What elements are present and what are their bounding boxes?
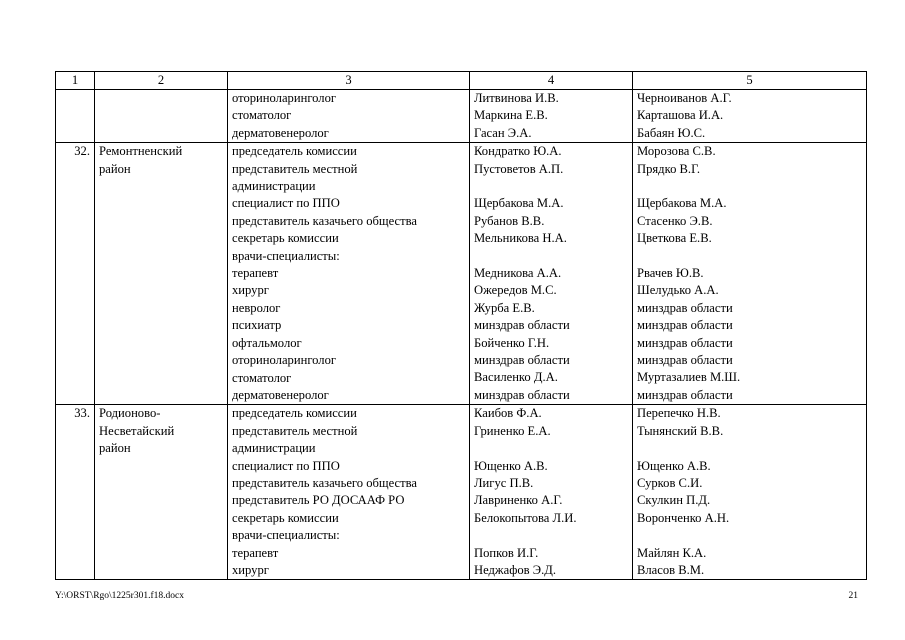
row-number: 33. [56,405,95,580]
district-cell [95,143,228,405]
role-line: дерматовенеролог [232,387,329,402]
district-line: район [99,161,131,176]
role-line: представитель казачьего общества [232,475,417,490]
member-line: Попков И.Г. [474,545,539,560]
district-line: Ремонтненский [99,144,183,159]
reserve-line: Ющенко А.В. [637,458,711,473]
reserve-line: Сурков С.И. [637,475,703,490]
role-line: представитель местной [232,423,358,438]
role-cell [228,405,470,580]
role-line: хирург [232,562,269,577]
column-header: 3 [228,72,470,90]
member-line: Бойченко Г.Н. [474,335,550,350]
reserve-line: минздрав области [637,387,733,402]
member-line: минздрав области [474,353,570,368]
reserve-line: Стасенко Э.В. [637,213,713,228]
member-line: Ющенко А.В. [474,458,548,473]
role-line: терапевт [232,266,279,281]
member-line: Неджафов Э.Д. [474,562,556,577]
member-line [474,178,628,195]
role-line: стоматолог [232,108,292,123]
role-line: невролог [232,300,281,315]
district-line: Несветайский [99,423,175,438]
role-line: представитель РО ДОСААФ РО [232,493,405,508]
role-line: терапевт [232,545,279,560]
role-line: стоматолог [232,370,292,385]
member-line [474,527,628,544]
column-header: 5 [633,72,867,90]
table-row [56,143,867,405]
member-line [474,248,628,265]
district-cell [95,405,228,580]
reserve-line: минздрав области [637,300,733,315]
reserve-line: Карташова И.А. [637,108,724,123]
row-number: 32. [56,143,95,405]
reserve-line: Бабаян Ю.С. [637,125,706,140]
role-line: администрации [232,441,316,456]
reserve-line [637,440,862,457]
role-line: представитель местной [232,161,358,176]
reserve-line: минздрав области [637,353,733,368]
commission-table [55,71,867,580]
reserve-cell [633,90,867,143]
member-line: Гасан Э.А. [474,125,532,140]
reserve-cell [633,405,867,580]
role-line: офтальмолог [232,335,302,350]
role-line: оториноларинголог [232,91,337,105]
member-line: Лигус П.В. [474,475,534,490]
member-line: Маркина Е.В. [474,108,548,123]
role-cell [228,143,470,405]
reserve-line: Морозова С.В. [637,144,716,159]
file-path: Y:\ORST\Rgo\1225r301.f18.docx [55,591,184,601]
reserve-line: Прядко В.Г. [637,161,701,176]
member-line: Каибов Ф.А. [474,406,542,421]
reserve-line: Щербакова М.А. [637,196,727,211]
member-line: минздрав области [474,387,570,402]
reserve-line: Майлян К.А. [637,545,707,560]
role-line: специалист по ППО [232,458,340,473]
reserve-line: Шелудько А.А. [637,283,719,298]
reserve-line: минздрав области [637,335,733,350]
role-line: председатель комиссии [232,406,357,421]
table-row [56,90,867,143]
role-line: психиатр [232,318,282,333]
member-cell [470,90,633,143]
member-line: Белокопытова Л.И. [474,510,577,525]
reserve-line [637,527,862,544]
column-header: 2 [95,72,228,90]
role-line: оториноларинголог [232,353,337,368]
role-line: секретарь комиссии [232,510,339,525]
role-line: представитель казачьего общества [232,213,417,228]
member-line: Щербакова М.А. [474,196,564,211]
role-line: специалист по ППО [232,196,340,211]
reserve-line: Власов В.М. [637,562,705,577]
role-line: врачи-специалисты: [232,248,340,263]
row-number [56,90,95,143]
table-row [56,405,867,580]
reserve-line: Перепечко Н.В. [637,406,721,421]
member-line: Лавриненко А.Г. [474,493,563,508]
role-line: врачи-специалисты: [232,528,340,543]
reserve-cell [633,143,867,405]
column-header: 1 [56,72,95,90]
reserve-line: Воронченко А.Н. [637,510,730,525]
column-header: 4 [470,72,633,90]
reserve-line: Черноиванов А.Г. [637,91,732,105]
member-line: Ожередов М.С. [474,283,557,298]
district-line: Родионово- [99,406,161,421]
page-number: 21 [848,591,858,601]
reserve-line [637,178,862,195]
member-line: минздрав области [474,318,570,333]
role-line: секретарь комиссии [232,231,339,246]
member-line: Василенко Д.А. [474,370,558,385]
member-line: Гриненко Е.А. [474,423,551,438]
member-line: Пустоветов А.П. [474,161,564,176]
reserve-line: Цветкова Е.В. [637,231,712,246]
reserve-line: Тынянский В.В. [637,423,724,438]
role-cell [228,90,470,143]
reserve-line: Муртазалиев М.Ш. [637,370,741,385]
reserve-line: Рвачев Ю.В. [637,266,704,281]
reserve-line: минздрав области [637,318,733,333]
district-cell [95,90,228,143]
member-line [474,440,628,457]
member-cell [470,405,633,580]
table-header-row [56,72,867,90]
member-line: Журба Е.В. [474,300,535,315]
role-line: хирург [232,283,269,298]
member-line: Медникова А.А. [474,266,562,281]
member-line: Рубанов В.В. [474,213,545,228]
member-line: Мельникова Н.А. [474,231,567,246]
role-line: председатель комиссии [232,144,357,159]
role-line: дерматовенеролог [232,125,329,140]
role-line: администрации [232,179,316,194]
district-line: район [99,441,131,456]
member-cell [470,143,633,405]
member-line: Кондратко Ю.А. [474,144,562,159]
member-line: Литвинова И.В. [474,91,559,105]
reserve-line [637,248,862,265]
reserve-line: Скулкин П.Д. [637,493,711,508]
